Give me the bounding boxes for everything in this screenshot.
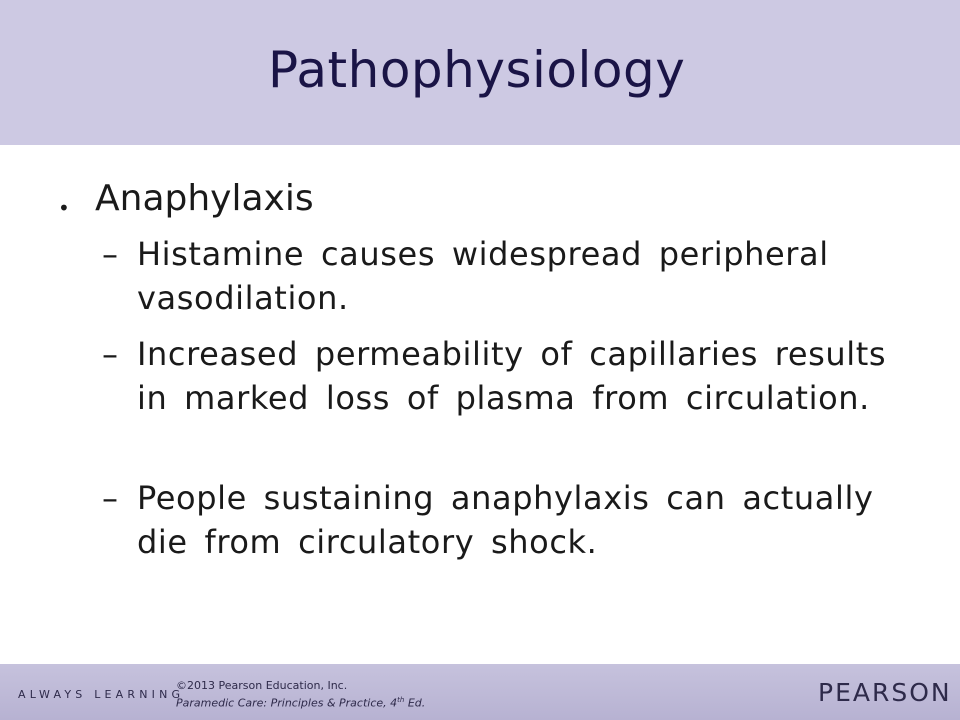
copyright-line: ©2013 Pearson Education, Inc. [176, 679, 348, 692]
always-learning-tagline: ALWAYS LEARNING [18, 688, 185, 701]
sub-bullet-text: Increased permeability of capillaries results in marked loss of plasma from circulation. [137, 335, 887, 417]
book-title: Paramedic Care: Principles & Practice, 4 [176, 696, 398, 710]
pearson-logo: PEARSON [818, 678, 952, 707]
sub-bullet-marker: – [102, 479, 118, 517]
sub-bullet-text: People sustaining anaphylaxis can actually die from circulatory shock. [137, 479, 874, 561]
sub-bullet-text: Histamine causes widespread peripheral vasodilation. [137, 235, 829, 317]
bullet-marker: • [58, 196, 70, 220]
slide-title: Pathophysiology [268, 41, 686, 99]
book-citation [176, 693, 425, 711]
copyright-notice [176, 679, 425, 711]
bullet-anaphylaxis: Anaphylaxis [95, 178, 314, 219]
sub-bullet-marker: – [102, 235, 118, 273]
title-band [0, 0, 960, 145]
sub-bullet-marker: – [102, 335, 118, 373]
edition-label: Ed. [404, 696, 426, 710]
footer-band [0, 664, 960, 720]
edition-suffix: th [397, 696, 405, 704]
